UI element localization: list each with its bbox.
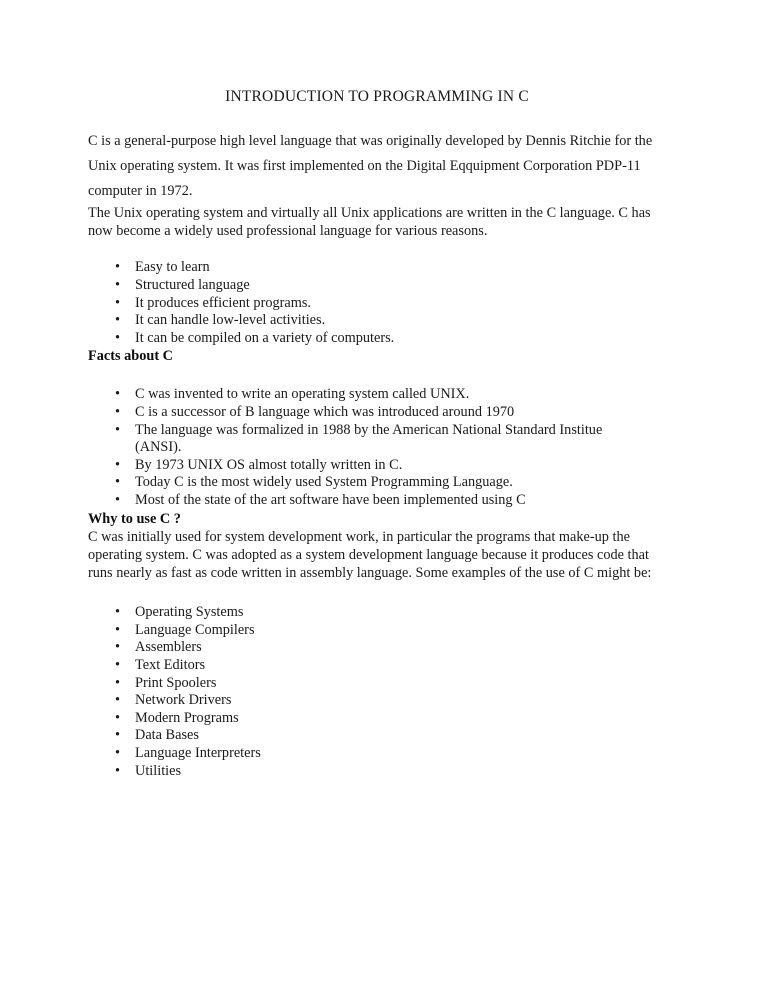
list-item-text: Structured language — [135, 277, 250, 294]
bullet-icon: • — [115, 277, 121, 294]
list-item-text: Most of the state of the art software have been implemented using C — [135, 491, 526, 508]
list-item-text: Today C is the most widely used System Programming Language. — [135, 474, 513, 491]
list-item-text: It produces efficient programs. — [135, 294, 312, 311]
list-item — [88, 657, 666, 675]
bullet-icon: • — [115, 312, 121, 329]
list-item — [88, 622, 666, 640]
list-item-text: Operating Systems — [135, 604, 244, 621]
bullet-icon: • — [115, 621, 121, 638]
list-item-text: Utilities — [135, 762, 182, 779]
uses-list — [88, 604, 666, 780]
bullet-icon: • — [115, 692, 121, 709]
list-item — [88, 457, 666, 475]
bullet-icon: • — [115, 604, 121, 621]
intro-paragraph-2: The Unix operating system and virtually all Unix applications are written in the C language. C has now become a widely used professional language for various reasons. — [88, 205, 651, 240]
list-item-text-continued: (ANSI). — [135, 439, 182, 456]
list-item-text: Language Compilers — [135, 621, 255, 638]
list-item — [88, 727, 666, 745]
list-item-text: The language was formalized in 1988 by the American National Standard Institue — [135, 421, 603, 438]
document-content — [88, 0, 666, 780]
list-item — [88, 639, 666, 657]
bullet-icon: • — [115, 294, 121, 311]
list-item — [88, 745, 666, 763]
list-item — [88, 692, 666, 710]
list-item-text: Network Drivers — [135, 692, 232, 709]
list-item-text: Modern Programs — [135, 709, 239, 726]
list-item-text: C was invented to write an operating system called UNIX. — [135, 386, 470, 403]
list-item — [88, 710, 666, 728]
facts-list — [88, 386, 666, 509]
bullet-icon: • — [115, 329, 121, 346]
bullet-icon: • — [115, 762, 121, 779]
list-item-text: It can handle low-level activities. — [135, 312, 326, 329]
bullet-icon: • — [115, 744, 121, 761]
bullet-icon: • — [115, 259, 121, 276]
list-item — [88, 386, 666, 404]
list-item — [88, 604, 666, 622]
intro-paragraph-1: C is a general-purpose high level language that was originally developed by Dennis Ritchie for the Unix operating system. It was first implemented on the Digital Eqquipment Corporation PDP-11 computer in 1972. — [88, 133, 653, 200]
bullet-icon: • — [115, 639, 121, 656]
list-item — [88, 474, 666, 492]
why-use-paragraph: C was initially used for system development work, in particular the programs that make-up the operating system. C was adopted as a system development language because it produces code that runs nearly as fast as code written in assembly language. Some examples of the use of C might be: — [88, 528, 652, 581]
list-item-text: Print Spoolers — [135, 674, 217, 691]
list-item — [88, 404, 666, 422]
bullet-icon: • — [115, 456, 121, 473]
list-item-text: Easy to learn — [135, 259, 210, 276]
section-heading-why-use-c: Why to use C ? — [88, 510, 181, 527]
list-item — [88, 295, 666, 313]
bullet-icon: • — [115, 709, 121, 726]
list-item — [88, 675, 666, 693]
list-item-text: C is a successor of B language which was introduced around 1970 — [135, 404, 515, 421]
list-item — [88, 763, 666, 781]
bullet-icon: • — [115, 727, 121, 744]
page-title: INTRODUCTION TO PROGRAMMING IN C — [225, 88, 529, 105]
list-item — [88, 330, 666, 348]
bullet-icon: • — [115, 421, 121, 438]
bullet-icon: • — [115, 474, 121, 491]
list-item-text: Language Interpreters — [135, 744, 261, 761]
list-item-text: It can be compiled on a variety of computers. — [135, 329, 395, 346]
list-item — [88, 492, 666, 510]
list-item-text: Data Bases — [135, 727, 199, 744]
bullet-icon: • — [115, 386, 121, 403]
list-item-text: Text Editors — [135, 656, 206, 673]
section-heading-facts: Facts about C — [88, 348, 173, 365]
list-item — [88, 422, 666, 457]
list-item-text: Assemblers — [135, 639, 202, 656]
list-item — [88, 312, 666, 330]
benefits-list — [88, 259, 666, 347]
list-item — [88, 259, 666, 277]
list-item — [88, 277, 666, 295]
bullet-icon: • — [115, 656, 121, 673]
bullet-icon: • — [115, 674, 121, 691]
bullet-icon: • — [115, 404, 121, 421]
list-item-text: By 1973 UNIX OS almost totally written in C. — [135, 456, 403, 473]
bullet-icon: • — [115, 491, 121, 508]
